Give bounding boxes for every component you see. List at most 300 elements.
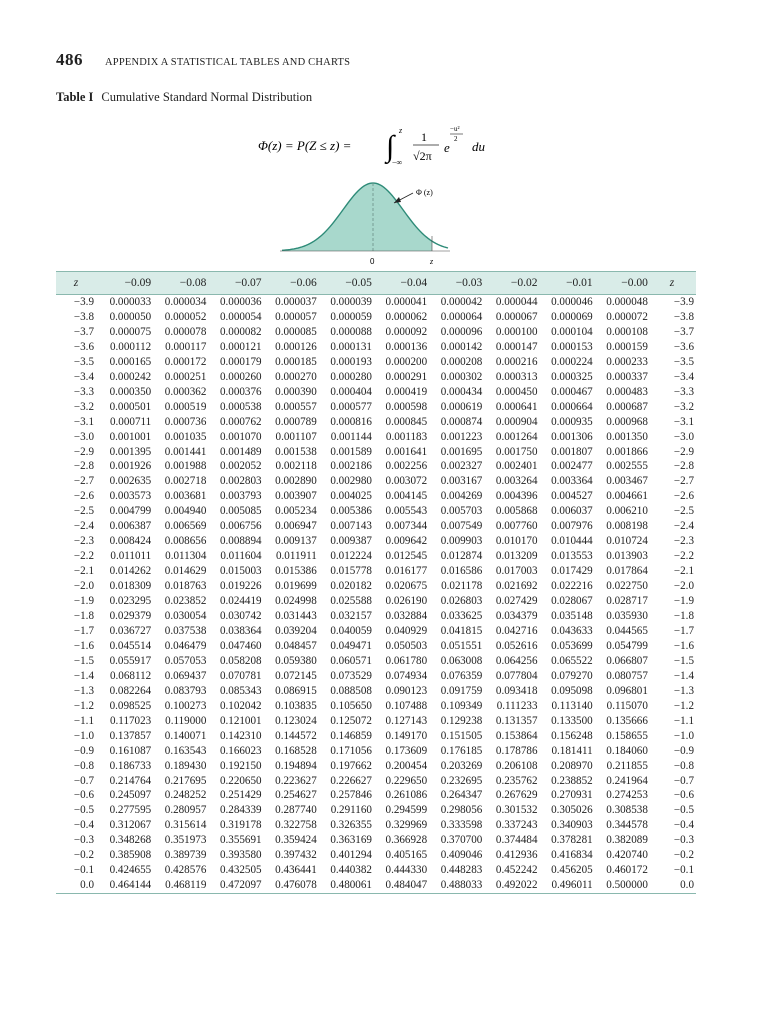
probability-cell: 0.004145 xyxy=(385,490,428,503)
row-z-left: −0.1 xyxy=(73,864,94,877)
probability-cell: 0.496011 xyxy=(538,878,593,893)
row-z-right: −2.3 xyxy=(673,535,694,548)
row-z-left: −3.5 xyxy=(73,355,94,368)
table-row xyxy=(56,489,696,504)
row-z-right: −3.5 xyxy=(673,355,694,368)
row-z-left: −2.1 xyxy=(73,565,94,578)
probability-cell: 0.173609 xyxy=(385,744,428,757)
row-z-left: −3.8 xyxy=(73,310,94,323)
probability-cell: 0.257846 xyxy=(330,789,372,802)
probability-cell: 0.005703 xyxy=(440,505,483,518)
row-z-right: −0.3 xyxy=(673,834,694,847)
probability-cell: 0.220650 xyxy=(219,774,262,787)
table-row xyxy=(56,729,696,744)
probability-cell: 0.002890 xyxy=(275,475,317,488)
row-z-left: −2.3 xyxy=(73,535,94,548)
probability-cell: 0.004799 xyxy=(109,505,152,518)
probability-cell: 0.000126 xyxy=(275,340,317,353)
table-row xyxy=(56,759,696,774)
probability-cell: 0.022750 xyxy=(606,580,648,593)
table-row xyxy=(56,564,696,579)
probability-cell: 0.032884 xyxy=(385,610,428,623)
probability-cell: 0.000577 xyxy=(330,400,372,413)
probability-cell: 0.144572 xyxy=(275,729,317,742)
probability-cell: 0.002186 xyxy=(330,460,372,473)
probability-cell: 0.052616 xyxy=(495,639,538,652)
probability-cell: 0.305026 xyxy=(551,804,593,817)
probability-cell: 0.464144 xyxy=(96,878,151,893)
probability-cell: 0.049471 xyxy=(330,639,372,652)
formula-lhs: Φ(z) = P(Z ≤ z) = xyxy=(258,138,352,153)
probability-cell: 0.142310 xyxy=(219,729,262,742)
normal-table xyxy=(56,271,696,894)
table-row xyxy=(56,385,696,400)
probability-cell: 0.197662 xyxy=(330,759,372,772)
probability-cell: 0.326355 xyxy=(330,819,372,832)
probability-cell: 0.016586 xyxy=(440,565,483,578)
lower-limit: −∞ xyxy=(392,158,403,167)
probability-cell: 0.006947 xyxy=(275,520,317,533)
probability-cell: 0.011304 xyxy=(165,550,207,563)
probability-cell: 0.030054 xyxy=(164,610,207,623)
probability-cell: 0.000108 xyxy=(606,325,648,338)
probability-cell: 0.146859 xyxy=(330,729,372,742)
probability-cell: 0.030742 xyxy=(219,610,262,623)
probability-cell: 0.432505 xyxy=(219,864,262,877)
probability-cell: 0.409046 xyxy=(440,849,483,862)
table-row xyxy=(56,788,696,803)
probability-cell: 0.011011 xyxy=(110,550,152,563)
probability-cell: 0.000041 xyxy=(385,296,428,308)
probability-cell: 0.063008 xyxy=(440,654,483,667)
probability-cell: 0.340903 xyxy=(551,819,593,832)
probability-cell: 0.004527 xyxy=(551,490,593,503)
probability-cell: 0.374484 xyxy=(495,834,538,847)
table-row xyxy=(56,459,696,474)
probability-cell: 0.359424 xyxy=(275,834,317,847)
probability-cell: 0.000350 xyxy=(109,385,152,398)
probability-cell: 0.046479 xyxy=(164,639,207,652)
probability-cell: 0.016177 xyxy=(385,565,428,578)
fraction-numerator: 1 xyxy=(421,130,427,144)
probability-cell: 0.000935 xyxy=(551,415,593,428)
probability-cell: 0.000072 xyxy=(606,310,648,323)
probability-cell: 0.003264 xyxy=(495,475,538,488)
probability-cell: 0.026803 xyxy=(440,595,483,608)
probability-cell: 0.037538 xyxy=(164,624,207,637)
row-z-right: −0.5 xyxy=(673,804,694,817)
probability-cell: 0.000142 xyxy=(440,340,483,353)
probability-cell: 0.001441 xyxy=(164,445,207,458)
column-header: −0.00 xyxy=(593,272,648,295)
probability-cell: 0.178786 xyxy=(495,744,538,757)
probability-cell: 0.008894 xyxy=(219,535,262,548)
column-header: −0.02 xyxy=(482,272,537,295)
table-header-row xyxy=(56,272,696,295)
probability-cell: 0.117023 xyxy=(109,714,152,727)
probability-cell: 0.277595 xyxy=(109,804,152,817)
probability-cell: 0.001001 xyxy=(109,430,152,443)
probability-cell: 0.000687 xyxy=(606,400,648,413)
probability-cell: 0.245097 xyxy=(109,789,152,802)
probability-cell: 0.186733 xyxy=(109,759,152,772)
probability-cell: 0.004661 xyxy=(606,490,648,503)
probability-cell: 0.270931 xyxy=(551,789,593,802)
row-z-left: 0.0 xyxy=(56,878,96,893)
probability-cell: 0.355691 xyxy=(219,834,262,847)
probability-cell: 0.378281 xyxy=(551,834,593,847)
row-z-right: −3.7 xyxy=(673,325,694,338)
probability-cell: 0.000519 xyxy=(164,400,207,413)
table-row xyxy=(56,519,696,534)
table-row xyxy=(56,504,696,519)
probability-cell: 0.014262 xyxy=(109,565,152,578)
probability-cell: 0.000325 xyxy=(551,370,593,383)
row-z-left: −3.3 xyxy=(73,385,94,398)
probability-cell: 0.015778 xyxy=(330,565,372,578)
probability-cell: 0.007549 xyxy=(440,520,483,533)
probability-cell: 0.001695 xyxy=(440,445,483,458)
probability-cell: 0.000088 xyxy=(330,325,372,338)
probability-cell: 0.003364 xyxy=(551,475,593,488)
row-z-right: −2.7 xyxy=(673,475,694,488)
probability-cell: 0.088508 xyxy=(330,684,372,697)
row-z-left: −1.3 xyxy=(73,684,94,697)
probability-cell: 0.041815 xyxy=(440,624,483,637)
probability-cell: 0.161087 xyxy=(109,744,152,757)
table-row xyxy=(56,624,696,639)
table-row xyxy=(56,415,696,430)
probability-cell: 0.064256 xyxy=(495,654,538,667)
probability-cell: 0.000096 xyxy=(440,325,483,338)
probability-cell: 0.028717 xyxy=(606,595,648,608)
probability-cell: 0.000302 xyxy=(440,370,483,383)
row-z-right: −3.8 xyxy=(673,310,694,323)
probability-cell: 0.001589 xyxy=(330,445,372,458)
row-z-right: −2.2 xyxy=(673,550,694,563)
row-z-right: −2.4 xyxy=(673,520,694,533)
probability-cell: 0.018309 xyxy=(109,580,152,593)
row-z-left: −2.8 xyxy=(73,460,94,473)
probability-cell: 0.058208 xyxy=(219,654,262,667)
probability-cell: 0.004396 xyxy=(495,490,538,503)
probability-cell: 0.127143 xyxy=(385,714,428,727)
probability-cell: 0.168528 xyxy=(275,744,317,757)
probability-cell: 0.096801 xyxy=(606,684,648,697)
probability-cell: 0.000136 xyxy=(385,340,428,353)
probability-cell: 0.440382 xyxy=(330,864,372,877)
probability-cell: 0.040929 xyxy=(385,624,428,637)
probability-cell: 0.002401 xyxy=(495,460,538,473)
probability-cell: 0.001144 xyxy=(330,430,372,443)
probability-cell: 0.011604 xyxy=(220,550,262,563)
probability-cell: 0.028067 xyxy=(551,595,593,608)
probability-cell: 0.109349 xyxy=(440,699,483,712)
probability-cell: 0.003793 xyxy=(219,490,262,503)
probability-cell: 0.223627 xyxy=(275,774,317,787)
probability-cell: 0.103835 xyxy=(275,699,317,712)
area-label: Φ (z) xyxy=(416,188,433,197)
probability-cell: 0.057053 xyxy=(164,654,207,667)
column-header: −0.08 xyxy=(151,272,206,295)
row-z-right: −0.4 xyxy=(673,819,694,832)
probability-cell: 0.006210 xyxy=(606,505,648,518)
probability-cell: 0.003573 xyxy=(109,490,152,503)
probability-cell: 0.452242 xyxy=(495,864,538,877)
probability-cell: 0.397432 xyxy=(275,849,317,862)
probability-cell: 0.012224 xyxy=(330,550,372,563)
row-z-right: −1.9 xyxy=(673,595,694,608)
probability-cell: 0.000064 xyxy=(440,310,483,323)
row-z-left: −1.8 xyxy=(73,610,94,623)
probability-cell: 0.044565 xyxy=(606,624,648,637)
probability-cell: 0.077804 xyxy=(495,669,538,682)
probability-cell: 0.351973 xyxy=(164,834,207,847)
row-z-left: −3.1 xyxy=(73,415,94,428)
probability-cell: 0.000054 xyxy=(219,310,262,323)
probability-cell: 0.476078 xyxy=(262,878,317,893)
probability-cell: 0.163543 xyxy=(164,744,207,757)
probability-cell: 0.211855 xyxy=(606,759,648,772)
table-row xyxy=(56,803,696,818)
row-z-right: −3.9 xyxy=(673,296,694,308)
probability-cell: 0.000033 xyxy=(109,296,152,308)
probability-cell: 0.023852 xyxy=(164,595,207,608)
row-z-right: −1.7 xyxy=(673,624,694,637)
probability-cell: 0.005386 xyxy=(330,505,372,518)
probability-cell: 0.010444 xyxy=(551,535,593,548)
probability-cell: 0.069437 xyxy=(164,669,207,682)
probability-cell: 0.000390 xyxy=(275,385,317,398)
probability-cell: 0.083793 xyxy=(164,684,207,697)
probability-cell: 0.135666 xyxy=(606,714,648,727)
probability-cell: 0.061780 xyxy=(385,654,428,667)
probability-cell: 0.492022 xyxy=(482,878,537,893)
row-z-left: −1.7 xyxy=(73,624,94,637)
row-z-left: −1.5 xyxy=(73,654,94,667)
probability-cell: 0.074934 xyxy=(385,669,428,682)
probability-cell: 0.012545 xyxy=(385,550,428,563)
probability-cell: 0.000067 xyxy=(495,310,538,323)
probability-cell: 0.024998 xyxy=(275,595,317,608)
probability-cell: 0.412936 xyxy=(495,849,538,862)
probability-cell: 0.000193 xyxy=(330,355,372,368)
table-row xyxy=(56,863,696,878)
table-row xyxy=(56,654,696,669)
probability-cell: 0.000242 xyxy=(109,370,152,383)
probability-cell: 0.000059 xyxy=(330,310,372,323)
probability-cell: 0.076359 xyxy=(440,669,483,682)
probability-cell: 0.002635 xyxy=(109,475,152,488)
row-z-right: −0.1 xyxy=(673,864,694,877)
table-row xyxy=(56,684,696,699)
probability-cell: 0.024419 xyxy=(219,595,262,608)
probability-cell: 0.000165 xyxy=(109,355,152,368)
probability-cell: 0.200454 xyxy=(385,759,428,772)
table-row xyxy=(56,534,696,549)
probability-cell: 0.137857 xyxy=(109,729,152,742)
probability-cell: 0.023295 xyxy=(109,595,152,608)
probability-cell: 0.060571 xyxy=(330,654,372,667)
probability-cell: 0.428576 xyxy=(164,864,207,877)
probability-cell: 0.149170 xyxy=(385,729,428,742)
row-z-left: −1.9 xyxy=(73,595,94,608)
probability-cell: 0.472097 xyxy=(206,878,261,893)
probability-cell: 0.001306 xyxy=(551,430,593,443)
probability-cell: 0.001641 xyxy=(385,445,428,458)
row-z-left: −0.9 xyxy=(73,744,94,757)
row-z-right: −2.8 xyxy=(673,460,694,473)
probability-cell: 0.000467 xyxy=(551,385,593,398)
probability-cell: 0.080757 xyxy=(606,669,648,682)
probability-cell: 0.017864 xyxy=(606,565,648,578)
table-row xyxy=(56,774,696,789)
probability-cell: 0.333598 xyxy=(440,819,483,832)
probability-cell: 0.166023 xyxy=(219,744,262,757)
probability-cell: 0.329969 xyxy=(385,819,428,832)
probability-cell: 0.013209 xyxy=(495,550,538,563)
probability-cell: 0.002718 xyxy=(164,475,207,488)
probability-cell: 0.000664 xyxy=(551,400,593,413)
row-z-right: −1.6 xyxy=(673,639,694,652)
probability-cell: 0.004025 xyxy=(330,490,372,503)
table-row xyxy=(56,430,696,445)
shaded-area xyxy=(282,183,432,251)
probability-cell: 0.382089 xyxy=(606,834,648,847)
probability-cell: 0.484047 xyxy=(372,878,427,893)
row-z-right: −0.2 xyxy=(673,849,694,862)
probability-cell: 0.011911 xyxy=(275,550,317,563)
probability-cell: 0.133500 xyxy=(551,714,593,727)
probability-cell: 0.460172 xyxy=(606,864,648,877)
probability-cell: 0.267629 xyxy=(495,789,538,802)
probability-cell: 0.000082 xyxy=(219,325,262,338)
probability-cell: 0.156248 xyxy=(551,729,593,742)
row-z-left: −1.2 xyxy=(73,699,94,712)
row-z-left: −2.4 xyxy=(73,520,94,533)
probability-cell: 0.033625 xyxy=(440,610,483,623)
probability-cell: 0.019226 xyxy=(219,580,262,593)
probability-cell: 0.000874 xyxy=(440,415,483,428)
probability-cell: 0.344578 xyxy=(606,819,648,832)
table-row xyxy=(56,818,696,833)
column-header: −0.06 xyxy=(262,272,317,295)
probability-cell: 0.002803 xyxy=(219,475,262,488)
probability-cell: 0.003167 xyxy=(440,475,483,488)
row-z-right: −2.6 xyxy=(673,490,694,503)
probability-cell: 0.007344 xyxy=(385,520,428,533)
probability-cell: 0.322758 xyxy=(275,819,317,832)
row-z-left: −0.7 xyxy=(73,774,94,787)
probability-cell: 0.000037 xyxy=(275,296,317,308)
probability-cell: 0.129238 xyxy=(440,714,483,727)
row-z-left: −1.6 xyxy=(73,639,94,652)
probability-cell: 0.000185 xyxy=(275,355,317,368)
probability-cell: 0.032157 xyxy=(330,610,372,623)
row-z-left: −2.5 xyxy=(73,505,94,518)
probability-cell: 0.001035 xyxy=(164,430,207,443)
probability-cell: 0.010170 xyxy=(495,535,538,548)
table-row xyxy=(56,669,696,684)
probability-cell: 0.001988 xyxy=(164,460,207,473)
probability-cell: 0.012874 xyxy=(440,550,483,563)
probability-cell: 0.026190 xyxy=(385,595,428,608)
probability-cell: 0.000117 xyxy=(165,340,207,353)
table-row xyxy=(56,445,696,460)
probability-cell: 0.181411 xyxy=(551,744,593,757)
probability-cell: 0.436441 xyxy=(275,864,317,877)
probability-cell: 0.005868 xyxy=(495,505,538,518)
probability-cell: 0.226627 xyxy=(330,774,372,787)
probability-cell: 0.001489 xyxy=(219,445,262,458)
probability-cell: 0.007760 xyxy=(495,520,538,533)
probability-cell: 0.208970 xyxy=(551,759,593,772)
row-z-right: −3.0 xyxy=(673,430,694,443)
probability-cell: 0.000050 xyxy=(109,310,152,323)
probability-cell: 0.009137 xyxy=(275,535,317,548)
column-header: −0.09 xyxy=(96,272,151,295)
probability-cell: 0.001107 xyxy=(275,430,317,443)
probability-cell: 0.006756 xyxy=(219,520,262,533)
table-row xyxy=(56,370,696,385)
table-row xyxy=(56,833,696,848)
probability-cell: 0.000121 xyxy=(219,340,262,353)
probability-cell: 0.401294 xyxy=(330,849,372,862)
row-z-right: −1.5 xyxy=(673,654,694,667)
probability-cell: 0.284339 xyxy=(219,804,262,817)
probability-cell: 0.254627 xyxy=(275,789,317,802)
probability-cell: 0.002118 xyxy=(275,460,317,473)
probability-cell: 0.000208 xyxy=(440,355,483,368)
probability-cell: 0.480061 xyxy=(317,878,372,893)
probability-cell: 0.070781 xyxy=(219,669,262,682)
row-z-left: −2.2 xyxy=(73,550,94,563)
probability-cell: 0.393580 xyxy=(219,849,262,862)
row-z-left: −1.4 xyxy=(73,669,94,682)
probability-cell: 0.051551 xyxy=(440,639,483,652)
probability-cell: 0.001866 xyxy=(606,445,648,458)
probability-cell: 0.010724 xyxy=(606,535,648,548)
probability-cell: 0.123024 xyxy=(275,714,317,727)
probability-cell: 0.000291 xyxy=(385,370,428,383)
probability-cell: 0.000404 xyxy=(330,385,372,398)
probability-cell: 0.456205 xyxy=(551,864,593,877)
probability-cell: 0.065522 xyxy=(551,654,593,667)
probability-cell: 0.043633 xyxy=(551,624,593,637)
row-z-right: −3.6 xyxy=(673,340,694,353)
probability-cell: 0.000376 xyxy=(219,385,262,398)
probability-cell: 0.000501 xyxy=(109,400,152,413)
normal-curve-figure xyxy=(270,175,480,270)
probability-cell: 0.000159 xyxy=(606,340,648,353)
exponent-numerator: −u² xyxy=(450,125,460,133)
column-header: −0.04 xyxy=(372,272,427,295)
probability-cell: 0.073529 xyxy=(330,669,372,682)
row-z-right: −3.2 xyxy=(673,400,694,413)
probability-cell: 0.055917 xyxy=(109,654,152,667)
probability-cell: 0.040059 xyxy=(330,624,372,637)
probability-cell: 0.000762 xyxy=(219,415,262,428)
probability-cell: 0.079270 xyxy=(551,669,593,682)
row-z-left: −2.0 xyxy=(73,580,94,593)
probability-cell: 0.370700 xyxy=(440,834,483,847)
probability-cell: 0.001538 xyxy=(275,445,317,458)
probability-cell: 0.019699 xyxy=(275,580,317,593)
probability-cell: 0.007976 xyxy=(551,520,593,533)
row-z-right: −1.3 xyxy=(673,684,694,697)
probability-cell: 0.000078 xyxy=(164,325,207,338)
probability-cell: 0.093418 xyxy=(495,684,538,697)
